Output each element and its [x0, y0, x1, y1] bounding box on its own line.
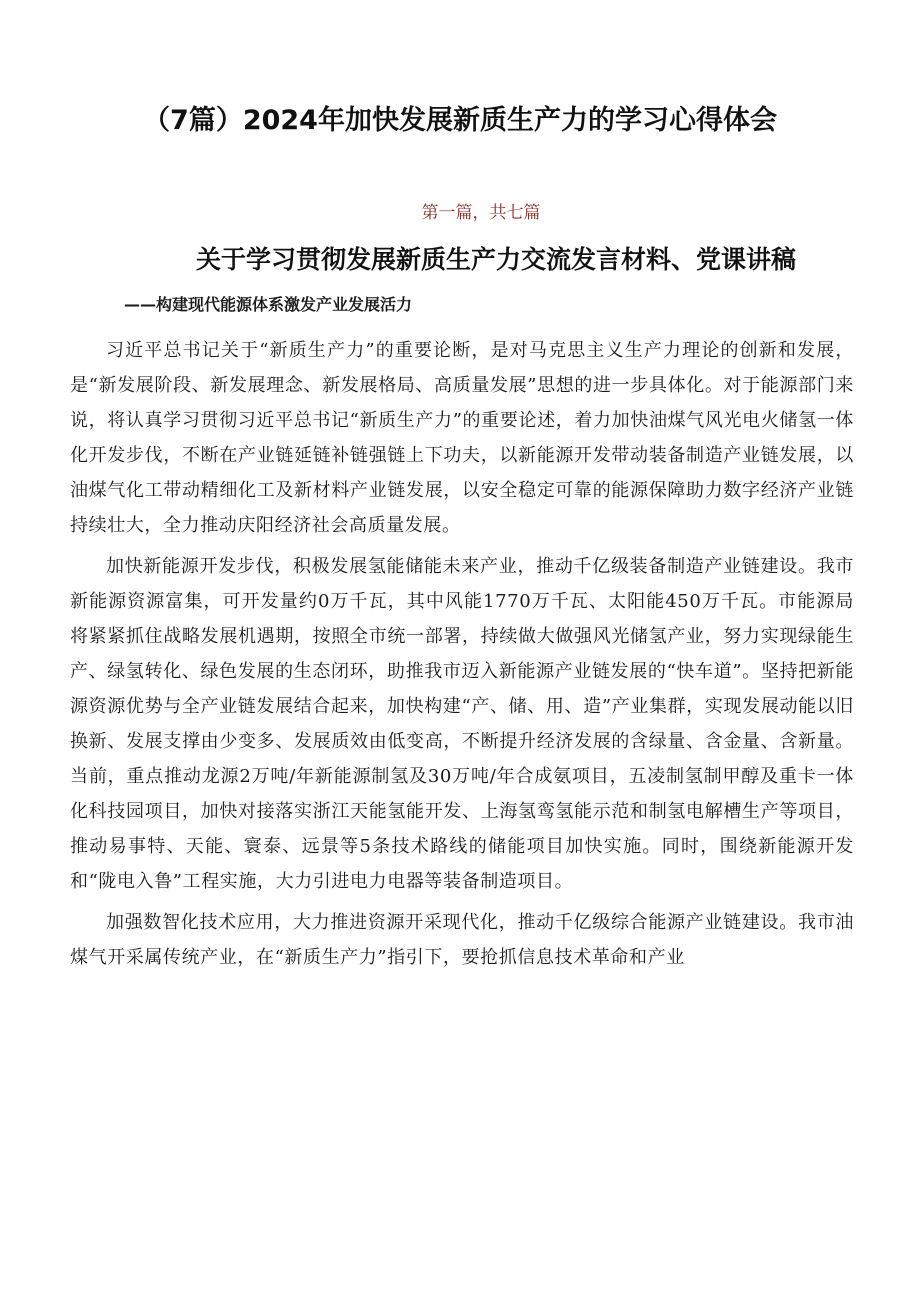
paragraph-3: 加强数智化技术应用，大力推进资源开采现代化，推动千亿级综合能源产业链建设。我市油煤气开采属传统产业，在“新质生产力”指引下，要抢抓信息技术革命和产业 — [70, 912, 854, 968]
paragraph-1: 习近平总书记关于“新质生产力”的重要论断，是对马克思主义生产力理论的创新和发展，是“新发展阶段、新发展理念、新发展格局、高质量发展”思想的进一步具体化。对于能源部门来说，将认真学习贯彻习近平总书记“新质生产力”的重要论述，着力加快油煤气风光电火储氢一体化开发步伐，不断在产业链延链补链强链上下功夫，以新能源开发带动装备制造产业链发展，以油煤气化工带动精细化工及新材料产业链发展，以安全稳定可靠的能源保障助力数字经济产业链持续壮大，全力推动庆阳经济社会高质量发展。 — [70, 340, 854, 536]
document-title: （7篇）2024年加快发展新质生产力的学习心得体会 — [143, 105, 777, 136]
section-subtitle: ——构建现代能源体系激发产业发展活力 — [124, 295, 413, 314]
paragraph-2: 加快新能源开发步伐，积极发展氢能储能未来产业，推动千亿级装备制造产业链建设。我市新能源资源富集，可开发量约0万千瓦，其中风能1770万千瓦、太阳能450万千瓦。市能源局将紧紧抓住战略发展机遇期，按照全市统一部署，持续做大做强风光储氢产业，努力实现绿能生产、绿氢转化、绿色发展的生态闭环，助推我市迈入新能源产业链发展的“快车道”。坚持把新能源资源优势与全产业链发展结合起来，加快构建“产、储、用、造”产业集群，实现发展动能以旧换新、发展支撑由少变多、发展质效由低变高，不断提升经济发展的含绿量、含金量、含新量。当前，重点推动龙源2万吨/年新能源制氢及30万吨/年合成氨项目，五凌制氢制甲醇及重卡一体化科技园项目，加快对接落实浙江天能氢能开发、上海氢鸾氢能示范和制氢电解槽生产等项目，推动易事特、天能、寰泰、远景等5条技术路线的储能项目加快实施。同时，围绕新能源开发和“陇电入鲁”工程实施，大力引进电力电器等装备制造项目。 — [70, 556, 854, 892]
part-label: 第一篇，共七篇 — [421, 203, 541, 223]
section-title: 关于学习贯彻发展新质生产力交流发言材料、党课讲稿 — [196, 245, 797, 274]
body-text — [70, 333, 854, 981]
